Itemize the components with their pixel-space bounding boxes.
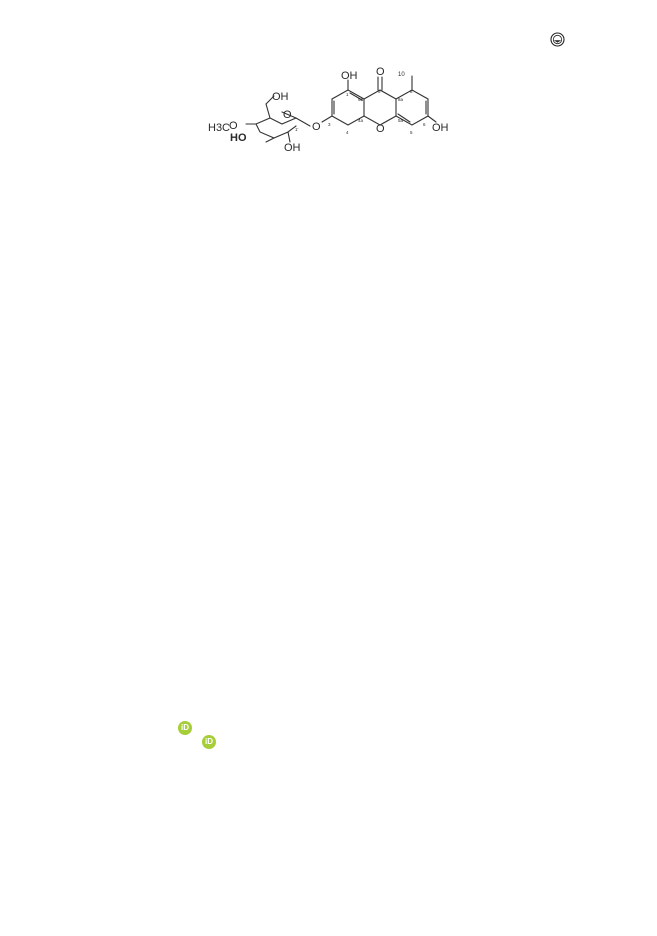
chemical-structure (200, 60, 460, 160)
c1-prime-label: 1' (295, 127, 299, 132)
ho-sugar-label: HO (230, 132, 247, 144)
c5a-label: 5a (398, 118, 404, 123)
c4-label: 4 (346, 130, 349, 135)
c1-label: 1 (346, 92, 349, 97)
methyl-number-label: 10 (398, 72, 405, 78)
glycosidic-o-label: O (312, 121, 321, 133)
methoxy-o-label: O (229, 120, 238, 132)
creative-commons-icon[interactable] (550, 32, 565, 47)
h3c-label: H3C (208, 122, 231, 134)
ring-o-label: O (376, 123, 385, 135)
c8a-label: 8a (398, 97, 404, 102)
sugar-ring-o-label: O (283, 109, 292, 121)
c9-label: 9 (378, 89, 381, 94)
c9a-label: 9a (358, 97, 364, 102)
c8-label: 8 (410, 89, 413, 94)
c4a-label: 4a (358, 118, 364, 123)
orcid-icon[interactable]: iD (178, 721, 192, 735)
c5-label: 5 (410, 130, 413, 135)
orcid-icon[interactable]: iD (202, 735, 216, 749)
oh-label-top: OH (341, 70, 358, 82)
c3-label: 3 (328, 122, 331, 127)
oh6-label: OH (432, 122, 449, 134)
structure-drawing (200, 60, 460, 160)
c6-label: 6 (423, 122, 426, 127)
oh-sugar-label: OH (284, 142, 301, 154)
ch2oh-label: OH (272, 91, 289, 103)
carbonyl-o-label: O (376, 66, 385, 78)
